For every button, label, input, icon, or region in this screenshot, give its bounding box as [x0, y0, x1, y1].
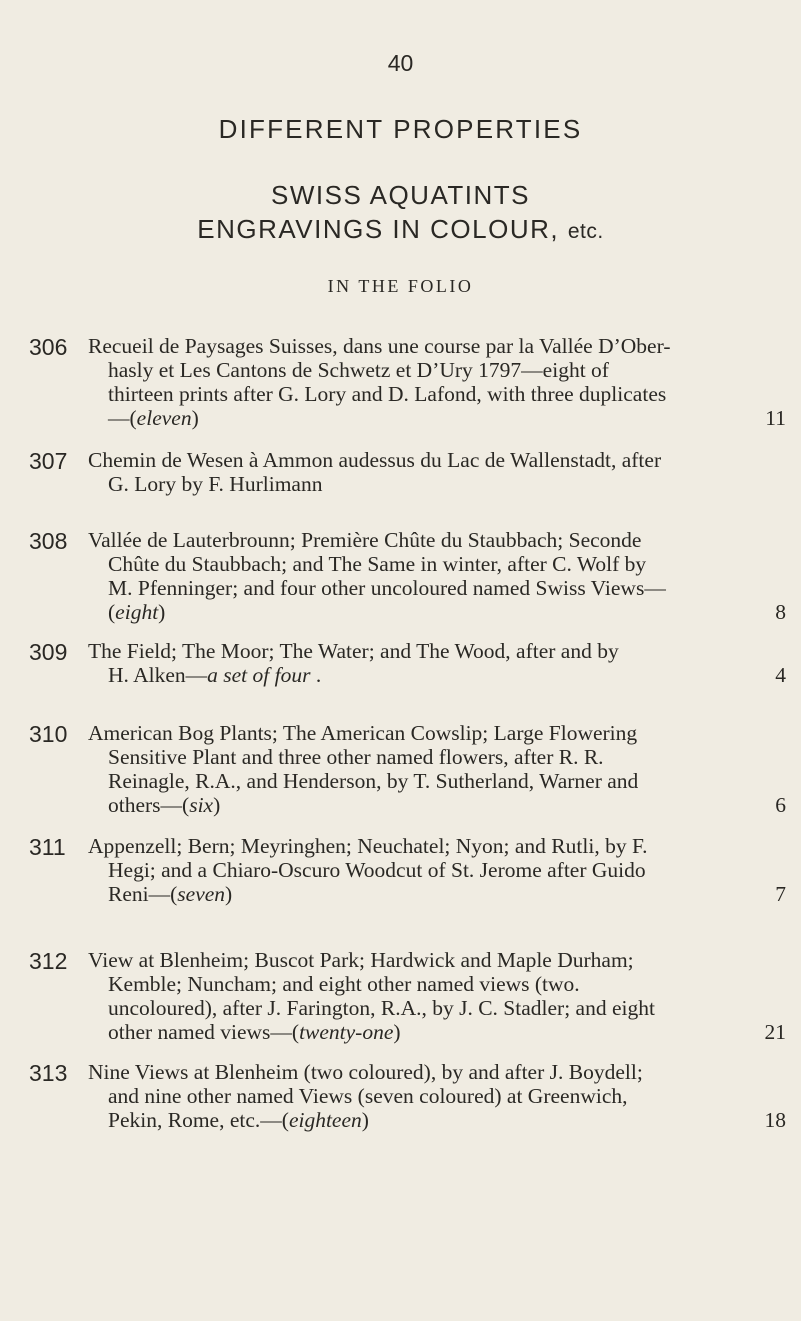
lot-line: G. Lory by F. Hurlimann	[108, 472, 323, 496]
lot-quantity-words: eleven	[136, 406, 192, 430]
lot-count: 7	[775, 882, 786, 906]
lot-number: 312	[29, 948, 68, 974]
lot-count: 18	[764, 1108, 786, 1132]
lot-description	[88, 448, 786, 496]
lot-line: Recueil de Paysages Suisses, dans une course par la Vallée D’Ober-	[88, 334, 671, 358]
lot-line-final	[88, 1020, 786, 1044]
lot-description	[88, 334, 786, 430]
lot-line: Nine Views at Blenheim (two coloured), by and after J. Boydell;	[88, 1060, 643, 1084]
lot-line-suffix: )	[213, 793, 221, 817]
lot-count: 8	[775, 600, 786, 624]
page-number: 40	[387, 50, 414, 76]
lot-line-final	[88, 663, 786, 687]
lot-line: Vallée de Lauterbrounn; Première Chûte du Staubbach; Seconde	[88, 528, 642, 552]
lot-quantity-words: twenty-one	[299, 1020, 394, 1044]
lot-line-prefix: other named views—(	[108, 1020, 300, 1044]
section-subtitle-2-main: ENGRAVINGS IN COLOUR,	[197, 214, 560, 244]
lot-line-suffix: )	[191, 406, 199, 430]
lot-number: 307	[29, 448, 68, 474]
lot-quantity-words: eight	[115, 600, 159, 624]
lot-line: Sensitive Plant and three other named flowers, after R. R.	[108, 745, 604, 769]
lot-line: Kemble; Nuncham; and eight other named views (two.	[108, 972, 580, 996]
lot-line-prefix: others—(	[108, 793, 190, 817]
lot-description	[88, 834, 786, 906]
section-subtitle: SWISS AQUATINTS	[271, 180, 530, 210]
lot-quantity-words: a set of four	[207, 663, 311, 687]
lot-line-prefix: H. Alken—	[108, 663, 208, 687]
lot-line: M. Pfenninger; and four other uncoloured named Swiss Views—	[108, 576, 666, 600]
lot-description	[88, 948, 786, 1044]
lot-line-prefix: —(	[108, 406, 137, 430]
lot-quantity-words: seven	[177, 882, 226, 906]
lot-line: View at Blenheim; Buscot Park; Hardwick and Maple Durham;	[88, 948, 634, 972]
lot-count: 6	[775, 793, 786, 817]
lot-line: Chûte du Staubbach; and The Same in winter, after C. Wolf by	[108, 552, 647, 576]
lot-count: 4	[775, 663, 786, 687]
lot-line: The Field; The Moor; The Water; and The Wood, after and by	[88, 639, 619, 663]
lot-description	[88, 721, 786, 817]
lot-line-final	[88, 600, 786, 624]
lot-quantity-words: eighteen	[288, 1108, 362, 1132]
section-subtitle-2-etc: etc.	[567, 220, 604, 243]
lot-line-suffix: )	[393, 1020, 401, 1044]
lot-line-suffix: )	[361, 1108, 369, 1132]
lot-line-final	[88, 793, 786, 817]
lot-line-final	[88, 882, 786, 906]
lot-line: Appenzell; Bern; Meyringhen; Neuchatel; Nyon; and Rutli, by F.	[88, 834, 648, 858]
lot-line-prefix: Pekin, Rome, etc.—(	[108, 1108, 289, 1132]
lot-description	[88, 1060, 786, 1132]
lot-quantity-words: six	[189, 793, 214, 817]
lot-number: 310	[29, 721, 68, 747]
lot-line: thirteen prints after G. Lory and D. Lafond, with three duplicates	[108, 382, 667, 406]
lot-line: Chemin de Wesen à Ammon audessus du Lac de Wallenstadt, after	[88, 448, 662, 472]
lot-line: uncoloured), after J. Farington, R.A., by J. C. Stadler; and eight	[108, 996, 655, 1020]
lot-number: 311	[29, 834, 66, 860]
lot-line-final	[88, 406, 786, 430]
lot-line: Reinagle, R.A., and Henderson, by T. Sutherland, Warner and	[108, 769, 639, 793]
lot-count: 11	[765, 406, 786, 430]
section-format: IN THE FOLIO	[327, 276, 474, 296]
lot-number: 309	[29, 639, 68, 665]
lot-line: Hegi; and a Chiaro-Oscuro Woodcut of St. Jerome after Guido	[108, 858, 646, 882]
lot-number: 313	[29, 1060, 68, 1086]
lot-line: hasly et Les Cantons de Schwetz et D’Ury 1797—eight of	[108, 358, 609, 382]
lot-line-suffix: .	[310, 663, 322, 687]
lot-line-prefix: Reni—(	[108, 882, 178, 906]
lot-line-prefix: (	[108, 600, 116, 624]
lot-number: 308	[29, 528, 68, 554]
lot-number: 306	[29, 334, 68, 360]
lot-line-suffix: )	[158, 600, 166, 624]
section-subtitle-2	[0, 214, 801, 245]
lot-description	[88, 639, 786, 687]
section-title: DIFFERENT PROPERTIES	[218, 114, 583, 144]
lot-line: and nine other named Views (seven coloured) at Greenwich,	[108, 1084, 628, 1108]
lot-line-final	[88, 1108, 786, 1132]
lot-line: American Bog Plants; The American Cowslip; Large Flowering	[88, 721, 638, 745]
lot-description	[88, 528, 786, 624]
lot-count: 21	[764, 1020, 786, 1044]
lot-line-suffix: )	[225, 882, 233, 906]
